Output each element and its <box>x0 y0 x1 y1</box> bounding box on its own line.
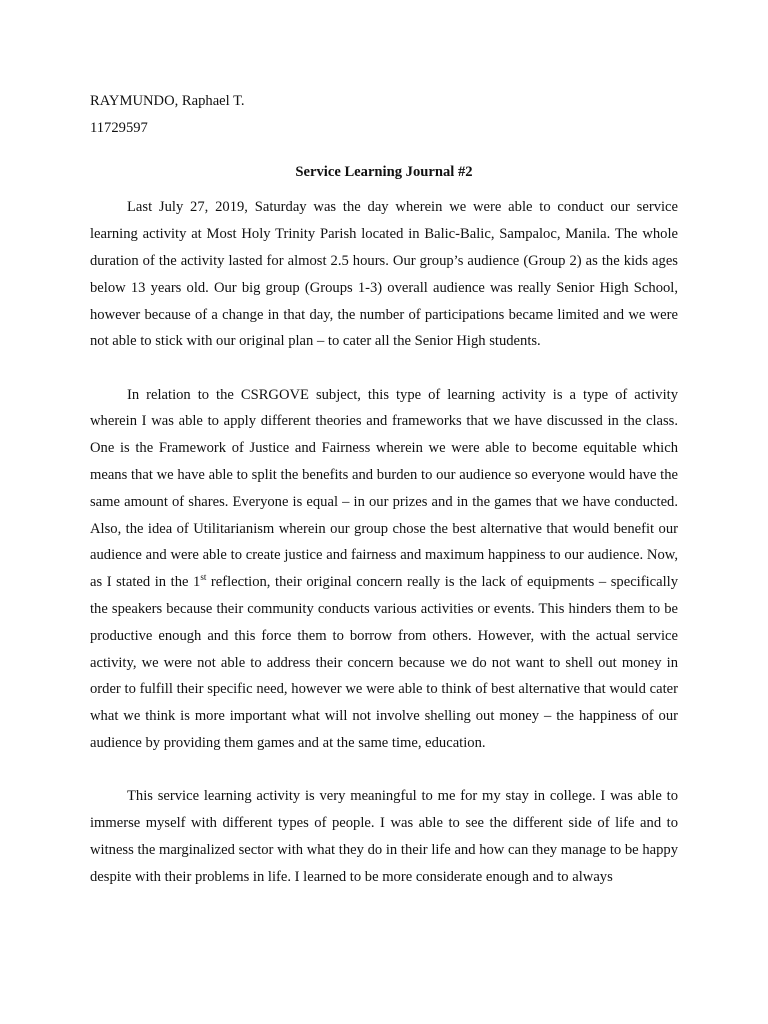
paragraph-2 <box>90 382 678 757</box>
author-name: RAYMUNDO, Raphael T. <box>90 93 245 109</box>
paragraph-3: This service learning activity is very meaningful to me for my stay in college. I was able to immerse myself with different types of people. I was able to see the different side of life and to witness the marginalized sector with what they do in their life and how can they manage to be happy despite with their problems in life. I learned to be more considerate enough and to always <box>90 788 678 885</box>
author-id-number: 11729597 <box>90 119 148 136</box>
paragraph-1: Last July 27, 2019, Saturday was the day wherein we were able to conduct our service learning activity at Most Holy Trinity Parish located in Balic-Balic, Sampaloc, Manila. The whole duration of the activity lasted for almost 2.5 hours. Our group’s audience (Group 2) as the kids ages below 13 years old. Our big group (Groups 1-3) overall audience was really Senior High School, however because of a change in that day, the number of participations became limited and we were not able to stick with our original plan – to cater all the Senior High students. <box>90 199 678 350</box>
paragraph-2-text-a: In relation to the CSRGOVE subject, this type of learning activity is a type of activity wherein I was able to apply different theories and frameworks that we have discussed in the class. One is the Framework of Justice and Fairness wherein we were able to become equitable which means that we have able to split the benefits and burden to our audience so everyone would have the same amount of shares. Everyone is equal – in our prizes and in the games that we have conducted. Also, the idea of Utilitarianism wherein our group chose the best alternative that would benefit our audience and were able to create justice and fairness and maximum happiness to our audience. Now, as I stated in the 1 <box>90 386 678 591</box>
document-body <box>90 88 678 891</box>
paragraph-2-text-b: reflection, their original concern really is the lack of equipments – specifically the speakers because their community conducts various activities or events. This hinders them to be productive enough and this force them to borrow from others. However, with the actual service activity, we were not able to address their concern because we do not want to shell out money in order to fulfill their specific need, however we were able to think of best alternative that would cater what we think is more important what will not involve shelling out money – the happiness of our audience by providing them games and at the same time, education. <box>90 574 678 752</box>
journal-title: Service Learning Journal #2 <box>295 163 473 180</box>
ordinal-superscript: st <box>200 572 207 583</box>
